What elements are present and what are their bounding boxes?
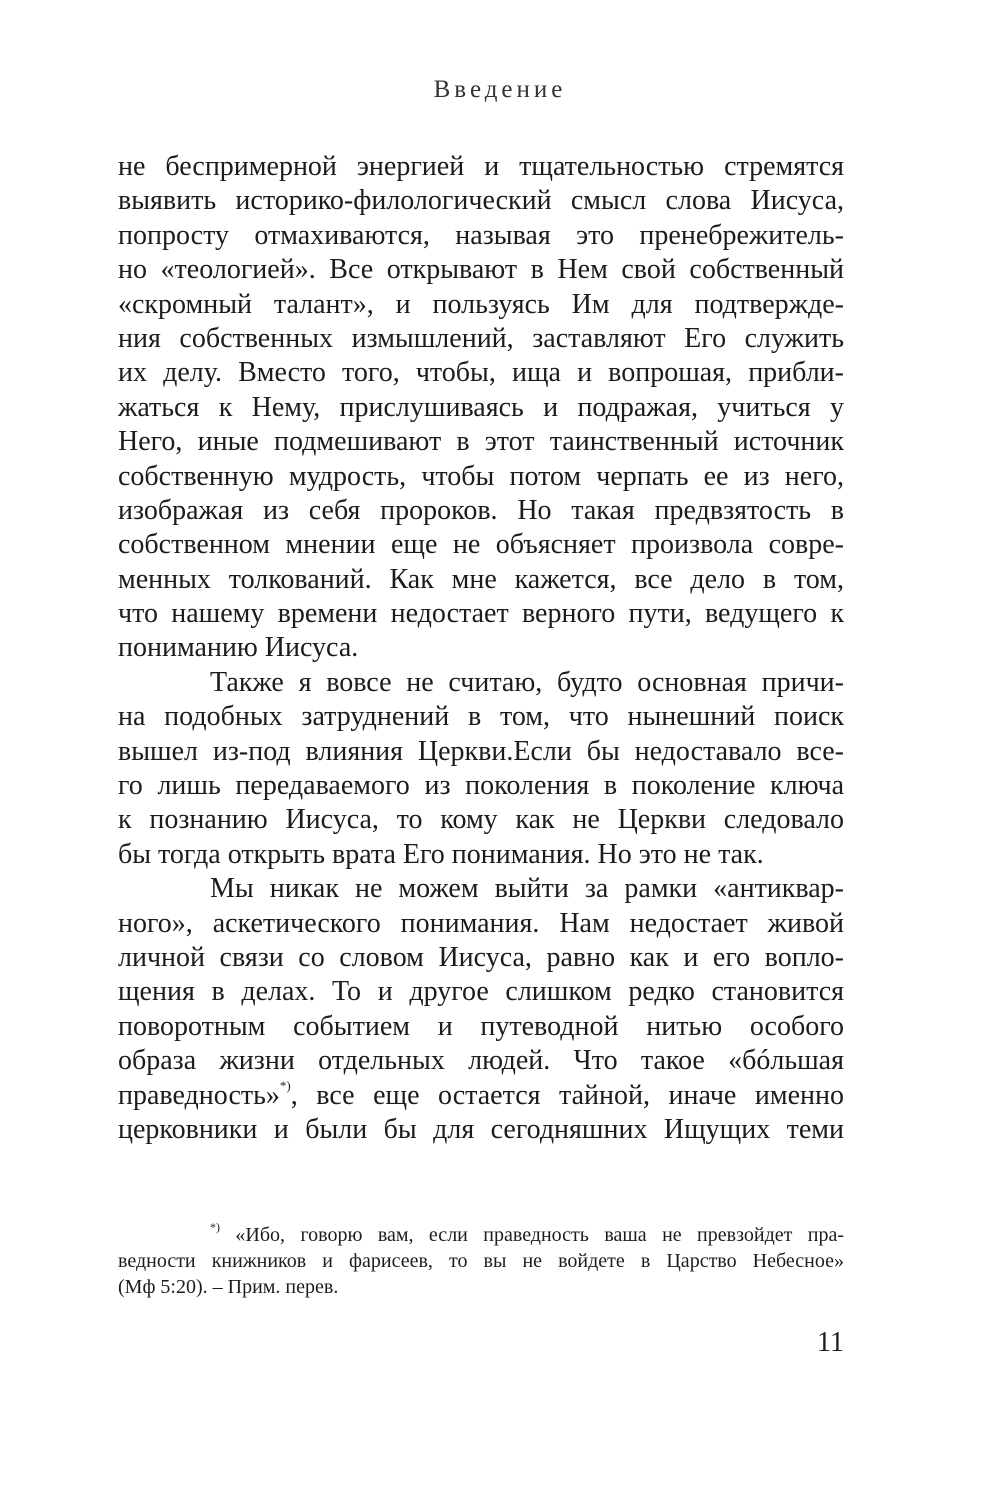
- body-line: их делу. Вместо того, чтобы, ища и вопрошая, прибли-: [118, 357, 844, 389]
- body-line: «скромный талант», и пользуясь Им для подтвержде-: [118, 288, 844, 320]
- footnote-line: (Мф 5:20). – Прим. перев.: [118, 1276, 339, 1298]
- running-head: Введение: [433, 76, 567, 103]
- footnote-marker: *): [210, 1220, 220, 1234]
- body-line: щения в делах. То и другое слишком редко становится: [118, 976, 844, 1008]
- body-line: жаться к Нему, прислушиваясь и подражая, учиться у: [118, 391, 844, 423]
- body-text: [118, 150, 844, 1147]
- body-line: собственном мнении еще не объясняет произвола совре-: [118, 529, 844, 561]
- body-line: что нашему времени недостает верного пути, ведущего к: [118, 598, 844, 630]
- footnote: [118, 1222, 844, 1300]
- body-line: к познанию Иисуса, то кому как не Церкви следовало: [118, 804, 844, 836]
- footnote-line: [118, 1222, 844, 1248]
- footnote-line: ведности книжников и фарисеев, то вы не войдете в Царство Небесное»: [118, 1250, 844, 1272]
- body-line-part: праведность»: [118, 1079, 280, 1111]
- page-number: 11: [817, 1327, 844, 1358]
- body-line: собственную мудрость, чтобы потом черпать ее из него,: [118, 460, 844, 492]
- body-line: менных толкований. Как мне кажется, все дело в том,: [118, 563, 844, 595]
- body-line: поворотным событием и путеводной нитью особого: [118, 1010, 844, 1042]
- body-line: личной связи со словом Иисуса, равно как и его вопло-: [118, 941, 844, 973]
- footnote-text: «Ибо, говорю вам, если праведность ваша не превзойдет пра-: [235, 1224, 845, 1246]
- body-line-part: , все еще остается тайной, иначе именно: [290, 1079, 844, 1111]
- body-line: пониманию Иисуса.: [118, 632, 359, 664]
- body-line: Мы никак не можем выйти за рамки «антиквар-: [210, 873, 844, 905]
- body-line: Также я вовсе не считаю, будто основная причи-: [210, 666, 844, 698]
- body-line: попросту отмахиваются, называя это пренебрежитель-: [118, 219, 844, 251]
- body-line: вышел из-под влияния Церкви.Если бы недоставало все-: [118, 735, 844, 767]
- body-line: церковники и были бы для сегодняшних Ищущих теми: [118, 1113, 844, 1145]
- body-line: не беспримерной энергией и тщательностью стремятся: [118, 151, 844, 182]
- body-line: го лишь передаваемого из поколения в поколение ключа: [118, 770, 844, 802]
- body-line: ного», аскетического понимания. Нам недостает живой: [118, 907, 844, 939]
- body-line: бы тогда открыть врата Его понимания. Но это не так.: [118, 838, 764, 870]
- body-line: на подобных затруднений в том, что нынешний поиск: [118, 701, 844, 733]
- body-line: изображая из себя пророков. Но такая предвзятость в: [118, 494, 844, 526]
- body-line: образа жизни отдельных людей. Что такое «бóльшая: [118, 1045, 844, 1077]
- body-line: Него, иные подмешивают в этот таинственный источник: [118, 426, 844, 458]
- body-line: выявить историко-филологический смысл слова Иисуса,: [118, 185, 844, 217]
- body-line-with-footnote-ref: [118, 1079, 844, 1113]
- body-line: но «теологией». Все открывают в Нем свой собственный: [118, 254, 844, 286]
- body-line: ния собственных измышлений, заставляют Его служить: [118, 322, 844, 354]
- footnote-reference: *): [279, 1077, 291, 1093]
